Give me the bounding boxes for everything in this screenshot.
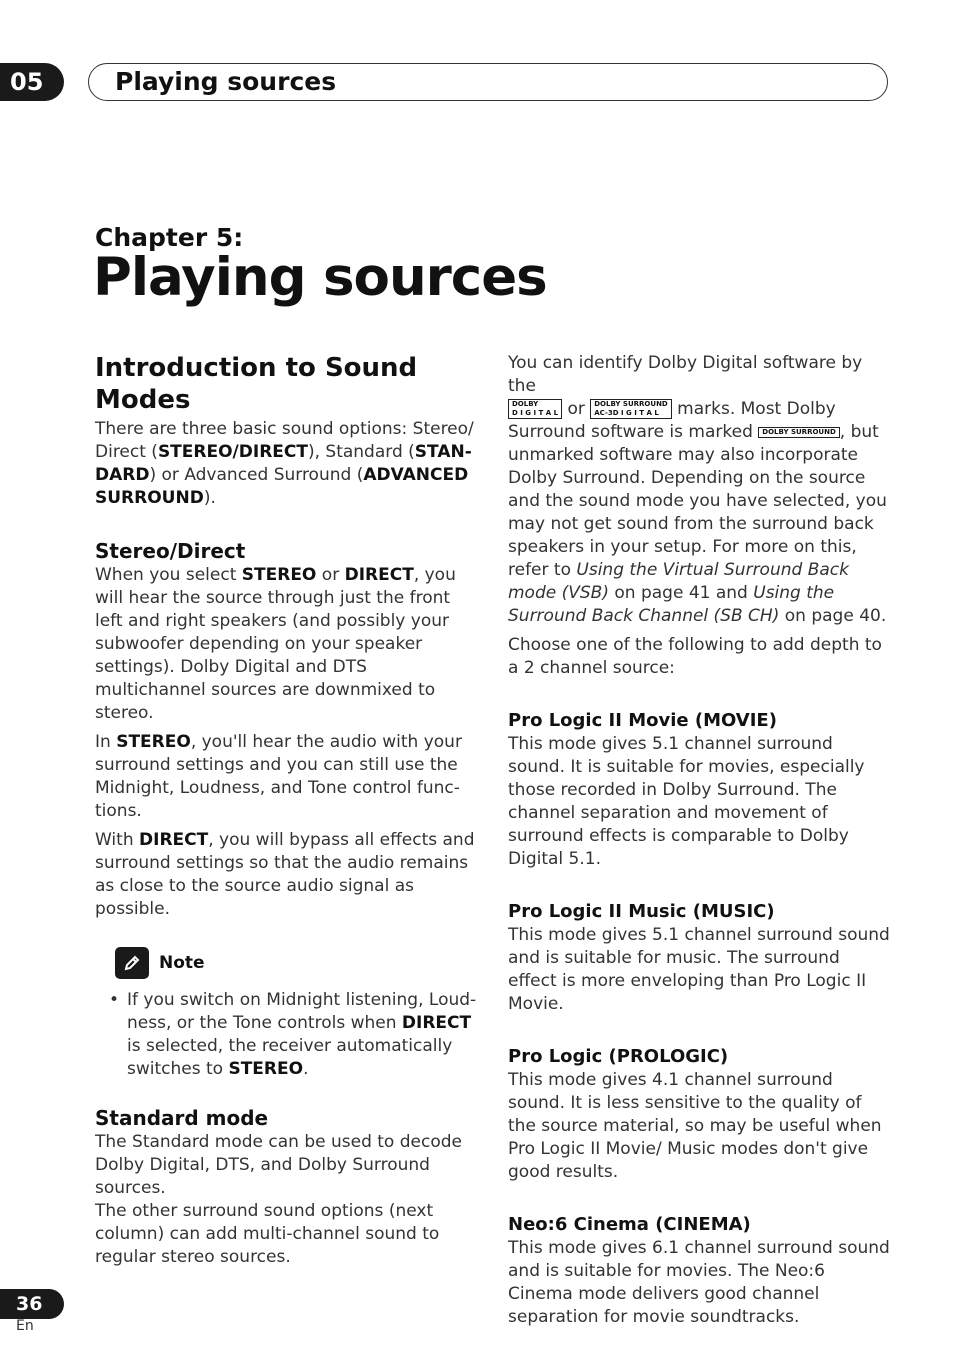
page-number-tab [0,1289,64,1319]
page-number: 36 [16,1293,43,1315]
chapter-label: Chapter 5: [95,223,244,252]
chapter-number-tab [0,63,64,101]
left-column [95,352,480,1275]
standard-paragraph-2: The other surround sound options (next column) can add multi-channel sound to regular stereo sources. [95,1201,440,1267]
intro-paragraph: There are three basic sound options: Stereo/ Direct (STEREO/DIRECT), Standard (STAN-DARD) or Advanced Surround (ADVANCED SURROUND). [95,419,474,508]
dolby-digital-logo: DOLBY D I G I T A L [508,399,562,419]
cinema-heading: Neo:6 Cinema (CINEMA) [508,1214,751,1235]
pencil-icon [115,947,149,979]
stereo-direct-heading: Stereo/Direct [95,539,246,563]
standard-mode-heading: Standard mode [95,1106,269,1130]
stereo-direct-paragraph-1: When you select STEREO or DIRECT, you will hear the source through just the front left and right speakers (and possibly your subwoofer depending on your speaker settings). Dolby Digital and DTS multichannel sources are downmixed to stereo. [95,565,456,723]
page-header [88,63,888,101]
right-column [508,352,893,1335]
chapter-number: 05 [10,68,44,96]
dolby-surround-ac3-logo: DOLBY SURROUND AC-3D I G I T A L [590,399,672,419]
page-language: En [16,1318,34,1334]
prologic-paragraph: This mode gives 4.1 channel surround sound. It is less sensitive to the quality of the source material, so may be useful when Pro Logic II Movie/ Music modes don't give good results. [508,1070,882,1182]
movie-paragraph: This mode gives 5.1 channel surround sound. It is suitable for movies, especially those recorded in Dolby Surround. The channel separation and movement of surround effects is comparable to Dolby Digital 5.1. [508,734,865,869]
movie-heading: Pro Logic II Movie (MOVIE) [508,710,777,731]
intro-heading: Introduction to Sound Modes [95,353,418,415]
dolby-paragraph: You can identify Dolby Digital software by the DOLBY D I G I T A L or DOLBY SURROUND AC-3D I G I T A L marks. Most Dolby Surround software is marked DOLBY SURROUND , but unmarked software may also incorporate Dolby Surround. Depending on the source and the sound mode you have selected, you may not get sound from the surround back speakers in your setup. For more on this, refer to Using the Virtual Surround Back mode (VSB) on page 41 and Using the Surround Back Channel (SB CH) on page 40. [508,353,887,626]
music-heading: Pro Logic II Music (MUSIC) [508,901,775,922]
choose-paragraph: Choose one of the following to add depth to a 2 channel source: [508,635,882,678]
dolby-surround-logo: DOLBY SURROUND [758,427,840,438]
stereo-direct-paragraph-2: In STEREO, you'll hear the audio with your surround settings and you can still use the Midnight, Loudness, and Tone control func-tions. [95,732,462,821]
prologic-heading: Pro Logic (PROLOGIC) [508,1046,729,1067]
stereo-direct-paragraph-3: With DIRECT, you will bypass all effects and surround settings so that the audio remains as close to the source audio signal as possible. [95,830,475,919]
music-paragraph: This mode gives 5.1 channel surround sound and is suitable for music. The surround effect is more enveloping than Pro Logic II Movie. [508,925,890,1014]
note-header [115,947,480,979]
page-title: Playing sources [93,247,547,308]
note-list [109,989,480,1081]
note-item: • If you switch on Midnight listening, Loud-ness, or the Tone controls when DIRECT is selected, the receiver automatically switches to STEREO. [109,989,480,1081]
note-label: Note [159,952,205,973]
cinema-paragraph: This mode gives 6.1 channel surround sound and is suitable for movies. The Neo:6 Cinema mode delivers good channel separation for movie soundtracks. [508,1238,890,1327]
standard-paragraph-1: The Standard mode can be used to decode Dolby Digital, DTS, and Dolby Surround sources. [95,1132,462,1198]
header-title: Playing sources [115,67,337,96]
